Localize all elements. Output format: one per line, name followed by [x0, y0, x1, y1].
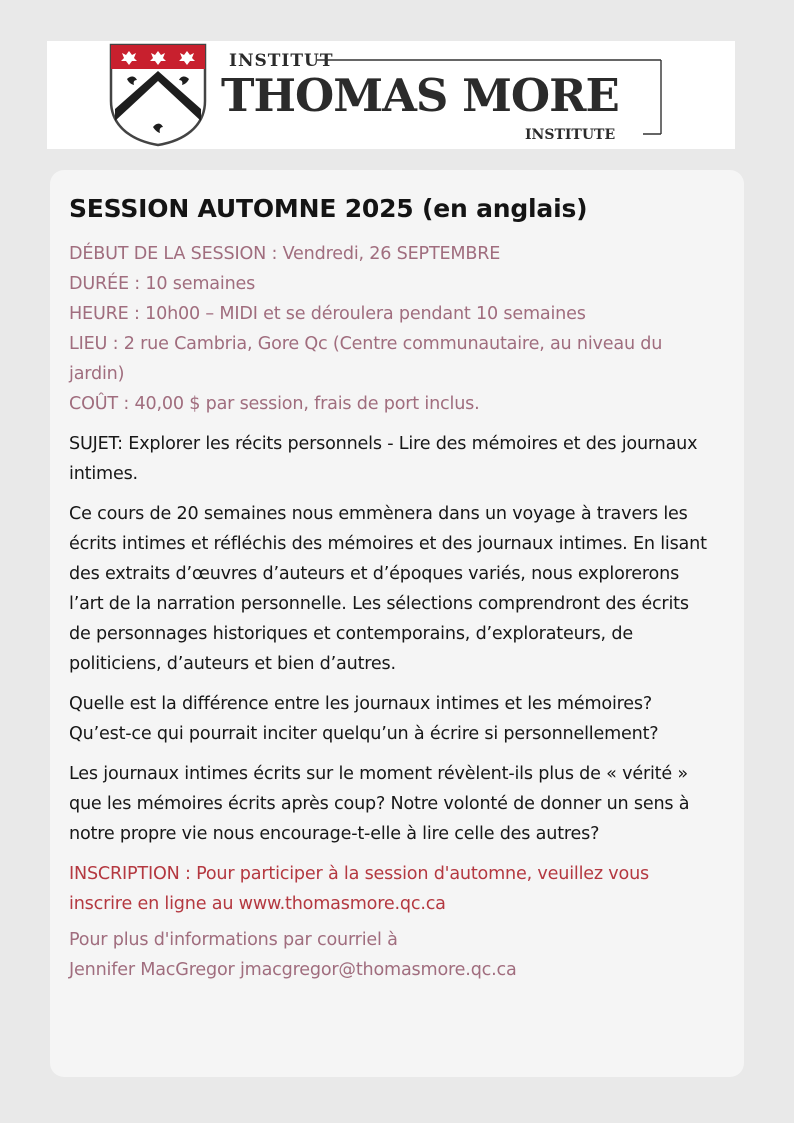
- session-title: SESSION AUTOMNE 2025 (en anglais): [69, 194, 588, 223]
- session-location: LIEU : 2 rue Cambria, Gore Qc (Centre communautaire, au niveau du jardin): [69, 334, 663, 384]
- logo-text-institut: INSTITUT: [229, 51, 334, 71]
- logo-frame-lines: [47, 41, 735, 149]
- logo-banner: [47, 41, 735, 149]
- session-subject: SUJET: Explorer les récits personnels - Lire des mémoires et des journaux intimes.: [69, 434, 698, 484]
- session-card: [50, 170, 744, 1077]
- contact-line-1: Pour plus d'informations par courriel à: [69, 930, 398, 950]
- session-time: HEURE : 10h00 – MIDI et se déroulera pendant 10 semaines: [69, 304, 586, 324]
- course-question-1: Quelle est la différence entre les journaux intimes et les mémoires? Qu’est-ce qui pourrait inciter quelqu’un à écrire si personnellement?: [69, 694, 659, 744]
- course-question-2: Les journaux intimes écrits sur le moment révèlent-ils plus de « vérité » que les mémoires écrits après coup? Notre volonté de donner un sens à notre propre vie nous encourage-t-elle à lire celle des autres?: [69, 764, 690, 844]
- registration-notice: INSCRIPTION : Pour participer à la session d'automne, veuillez vous inscrire en ligne au www.thomasmore.qc.ca: [69, 864, 650, 914]
- contact-line-2: Jennifer MacGregor jmacgregor@thomasmore.qc.ca: [69, 960, 517, 980]
- course-description: Ce cours de 20 semaines nous emmènera dans un voyage à travers les écrits intimes et réfléchis des mémoires et des journaux intimes. En lisant des extraits d’œuvres d’auteurs et d’époques variés, nous explorerons l’art de la narration personnelle. Les sélections comprendront des écrits de personnages historiques et contemporains, d’explorateurs, de politiciens, d’auteurs et bien d’autres.: [69, 504, 707, 674]
- session-duration: DURÉE : 10 semaines: [69, 274, 256, 294]
- session-content: [69, 192, 709, 985]
- logo-text-thomas-more: THOMAS MORE: [221, 69, 619, 122]
- session-start-date: DÉBUT DE LA SESSION : Vendredi, 26 SEPTEMBRE: [69, 244, 501, 264]
- logo-text-institute: INSTITUTE: [525, 127, 616, 143]
- session-cost: COÛT : 40,00 $ par session, frais de port inclus.: [69, 394, 480, 414]
- contact-info: [69, 925, 709, 985]
